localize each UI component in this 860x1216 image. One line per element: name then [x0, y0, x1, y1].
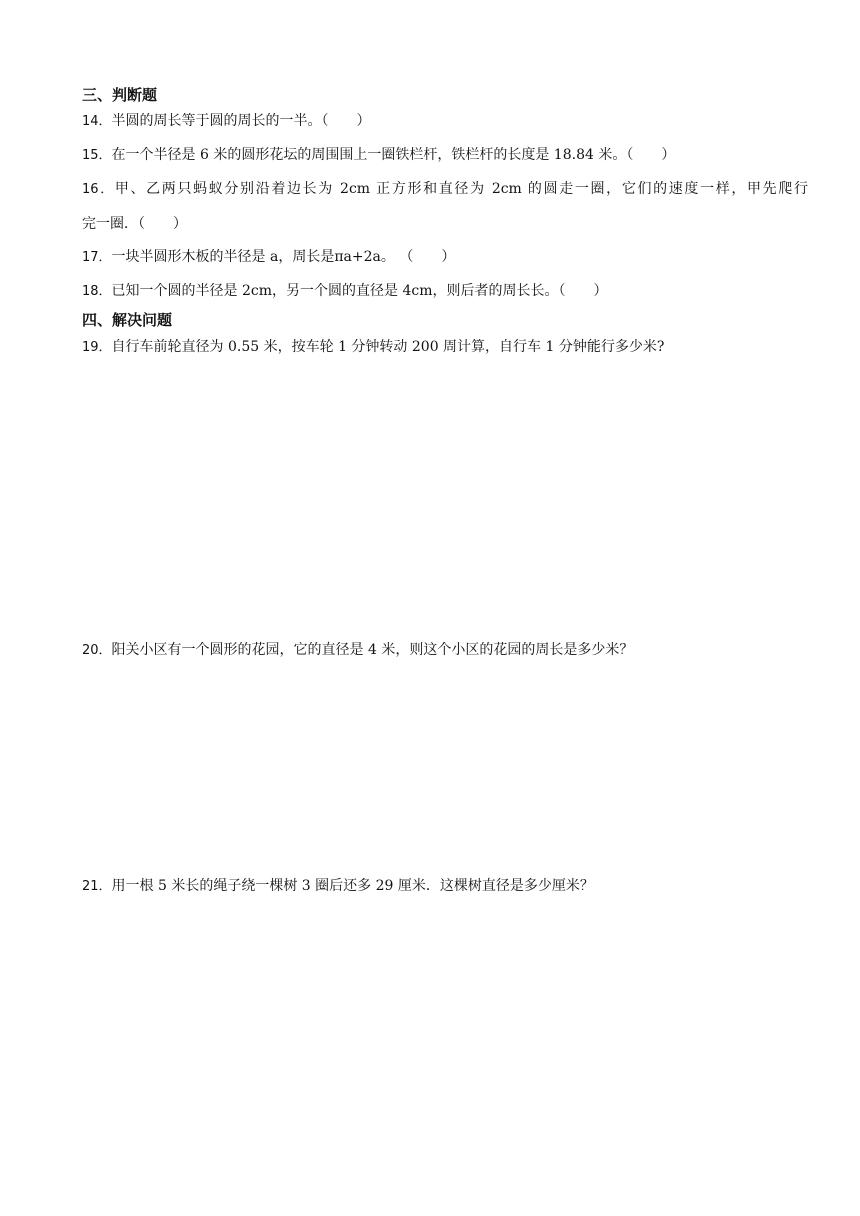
- question-14: [82, 104, 808, 139]
- question-number: 15．: [82, 148, 112, 163]
- section-title-judge: 三、判断题: [82, 86, 158, 104]
- question-15: [82, 138, 808, 173]
- question-20: [82, 633, 808, 668]
- question-number: 20．: [82, 643, 112, 658]
- question-18: [82, 274, 808, 309]
- question-text: 阳关小区有一个圆形的花园，它的直径是 4 米，则这个小区的花园的周长是多少米？: [111, 642, 634, 658]
- question-number: 21．: [82, 879, 112, 894]
- question-text: 已知一个圆的半径是 2cm，另一个圆的直径是 4cm，则后者的周长长。（ ）: [111, 283, 608, 299]
- question-text: 在一个半径是 6 米的圆形花坛的周围围上一圈铁栏杆，铁栏杆的长度是 18.84 米。（ ）: [111, 147, 676, 163]
- question-number: 19．: [82, 340, 112, 355]
- question-16: [82, 172, 808, 241]
- question-number: 16．: [82, 182, 115, 197]
- question-21: [82, 869, 808, 904]
- question-text: 一块半圆形木板的半径是 a，周长是πa+2a。 （ ）: [111, 249, 456, 265]
- question-text: 用一根 5 米长的绳子绕一棵树 3 圈后还多 29 厘米．这棵树直径是多少厘米？: [111, 878, 594, 894]
- question-17: [82, 240, 808, 275]
- question-text: 自行车前轮直径为 0.55 米，按车轮 1 分钟转动 200 周计算，自行车 1 分钟能行多少米?: [111, 339, 665, 355]
- section-title-solve: 四、解决问题: [82, 311, 173, 329]
- question-19: [82, 330, 808, 365]
- question-text-continued: 完一圈．（ ）: [82, 216, 187, 232]
- question-number: 14．: [82, 114, 112, 129]
- question-number: 17．: [82, 250, 112, 265]
- question-text: 甲、乙两只蚂蚁分别沿着边长为 2cm 正方形和直径为 2cm 的圆走一圈，它们的速度一样，甲先爬行: [114, 181, 808, 197]
- question-text: 半圆的周长等于圆的周长的一半。（ ）: [111, 113, 371, 129]
- question-number: 18．: [82, 284, 112, 299]
